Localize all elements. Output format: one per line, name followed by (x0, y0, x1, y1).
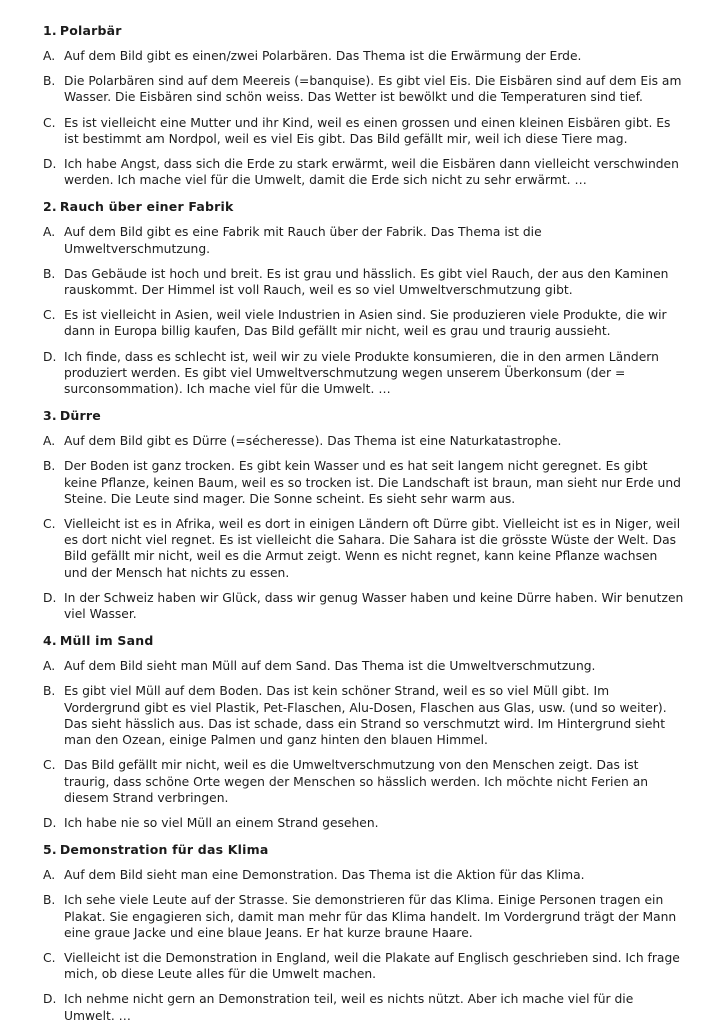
item-text: Ich habe nie so viel Müll an einem Strand gesehen. (64, 815, 379, 830)
item-letter: C. (43, 308, 56, 323)
item-text: Der Boden ist ganz trocken. Es gibt kein Wasser und es hat seit langem nicht geregnet. Es gibt keine Pflanze, keinen Baum, weil es so trocken ist. Die Landschaft ist braun, man sieht nur Erde und Steine. Die Leute sind mager. Die Sonne scheint. Es sieht sehr warm aus. (64, 459, 681, 506)
section-number: 3. (43, 408, 57, 424)
list-item (43, 433, 684, 449)
list-item (43, 73, 684, 105)
section-number: 4. (43, 633, 57, 649)
item-text: Ich nehme nicht gern an Demonstration teil, weil es nichts nützt. Aber ich mache viel für die Umwelt. … (64, 992, 634, 1022)
section-title: Demonstration für das Klima (59, 842, 269, 858)
item-text: Die Polarbären sind auf dem Meereis (=banquise). Es gibt viel Eis. Die Eisbären sind auf dem Eis am Wasser. Die Eisbären sind schön weiss. Das Wetter ist bewölkt und die Temperaturen sind tief. (64, 74, 682, 105)
list-item (43, 48, 684, 64)
list-item (43, 991, 684, 1022)
section-title: Polarbär (59, 23, 122, 38)
list-item (43, 115, 684, 147)
list-item (43, 516, 684, 581)
section-heading (43, 842, 684, 858)
item-text: In der Schweiz haben wir Glück, dass wir genug Wasser haben und keine Dürre haben. Wir benutzen viel Wasser. (64, 590, 684, 622)
item-text: Es ist vielleicht eine Mutter und ihr Kind, weil es einen grossen und einen kleinen Eisbären gibt. Es ist bestimmt am Nordpol, weil es viel Eis gibt. Das Bild gefällt mir, weil ich diese Tiere mag. (64, 115, 671, 146)
item-text: Auf dem Bild gibt es einen/zwei Polarbären. Das Thema ist die Erwärmung der Erde. (64, 49, 582, 63)
item-letter: A. (43, 49, 56, 63)
list-item (43, 307, 684, 339)
section-title: Rauch über einer Fabrik (59, 199, 234, 215)
item-letter: B. (43, 893, 56, 908)
item-text: Es gibt viel Müll auf dem Boden. Das ist kein schöner Strand, weil es so viel Müll gibt. Im Vordergrund gibt es viel Plastik, Pet-Flaschen, Alu-Dosen, Flaschen aus Glas, usw. (und so weiter). Das sieht hässlich aus. Das ist schade, dass ein Strand so verschmutzt wird. Im Hintergrund sieht man den Ozean, einige Palmen und ganz hinten den blauen Himmel. (64, 684, 667, 748)
section-polarbaer (43, 23, 684, 188)
item-letter: A. (43, 868, 56, 883)
item-text: Ich finde, dass es schlecht ist, weil wir zu viele Produkte konsumieren, die in den armen Ländern produziert werden. Es gibt viel Umweltverschmutzung wegen unserem Überkonsum (der = surconsommation). Ich mache viel für die Umwelt. … (64, 349, 659, 397)
list-item (43, 224, 684, 256)
section-heading (43, 23, 684, 39)
item-letter: C. (43, 758, 56, 773)
item-letter: C. (43, 115, 56, 130)
list-item (43, 349, 684, 398)
list-item (43, 815, 684, 831)
list-item (43, 266, 684, 298)
item-text: Auf dem Bild gibt es eine Fabrik mit Rauch über der Fabrik. Das Thema ist die Umweltverschmutzung. (64, 225, 542, 256)
list-item (43, 458, 684, 507)
section-number: 2. (43, 199, 57, 215)
item-letter: A. (43, 225, 56, 240)
list-item (43, 867, 684, 883)
list-item (43, 156, 684, 188)
item-letter: D. (43, 349, 57, 364)
item-letter: A. (43, 659, 56, 674)
section-heading (43, 633, 684, 649)
item-text: Es ist vielleicht in Asien, weil viele Industrien in Asien sind. Sie produzieren viele Produkte, die wir dann in Europa billig kaufen, Das Bild gefällt mir nicht, weil es grau und traurig aussieht. (64, 308, 667, 339)
section-title: Müll im Sand (59, 633, 154, 649)
item-letter: A. (43, 434, 56, 449)
item-text: Das Bild gefällt mir nicht, weil es die Umweltverschmutzung von den Menschen zeigt. Das ist traurig, dass schöne Orte wegen der Menschen so hässlich werden. Ich möchte nicht Ferien an diesem Strand verbringen. (64, 758, 649, 805)
item-text: Ich sehe viele Leute auf der Strasse. Sie demonstrieren für das Klima. Einige Personen tragen ein Plakat. Sie engagieren sich, damit man mehr für das Klima handelt. Im Vordergrund trägt der Mann eine graue Jacke und eine blaue Jeans. Er hat kurze braune Haare. (64, 893, 677, 940)
section-heading (43, 199, 684, 215)
section-rauch-fabrik (43, 199, 684, 397)
item-letter: B. (43, 74, 56, 89)
item-text: Vielleicht ist die Demonstration in England, weil die Plakate auf Englisch geschrieben sind. Ich frage mich, ob diese Leute alles für die Umwelt machen. (64, 950, 680, 982)
list-item (43, 590, 684, 622)
section-number: 5. (43, 842, 57, 858)
section-heading (43, 408, 684, 424)
item-text: Auf dem Bild gibt es Dürre (=sécheresse). Das Thema ist eine Naturkatastrophe. (64, 434, 562, 449)
item-letter: C. (43, 950, 56, 965)
item-letter: B. (43, 266, 56, 281)
item-text: Auf dem Bild sieht man eine Demonstration. Das Thema ist die Aktion für das Klima. (64, 868, 585, 883)
section-muell-im-sand (43, 633, 684, 831)
list-item (43, 683, 684, 748)
item-letter: B. (43, 684, 56, 699)
item-text: Das Gebäude ist hoch und breit. Es ist grau und hässlich. Es gibt viel Rauch, der aus den Kaminen rauskommt. Der Himmel ist voll Rauch, weil es so viel Umweltverschmutzung gibt. (64, 266, 669, 298)
section-demonstration-klima (43, 842, 684, 1022)
section-number: 1. (43, 23, 57, 38)
list-item (43, 658, 684, 674)
item-letter: D. (43, 157, 57, 172)
item-text: Auf dem Bild sieht man Müll auf dem Sand. Das Thema ist die Umweltverschmutzung. (64, 659, 596, 674)
item-text: Ich habe Angst, dass sich die Erde zu stark erwärmt, weil die Eisbären dann vielleicht verschwinden werden. Ich mache viel für die Umwelt, damit die Erde sich nicht zu sehr erwärmt. … (64, 157, 679, 188)
list-item (43, 757, 684, 806)
section-title: Dürre (59, 408, 101, 424)
section-duerre (43, 408, 684, 622)
item-text: Vielleicht ist es in Afrika, weil es dort in einigen Ländern oft Dürre gibt. Vielleicht ist es in Niger, weil es dort nicht viel regnet. Es ist vielleicht die Sahara. Die Sahara ist die grösste Wüste der Welt. Das Bild gefällt mir nicht, weil es die Armut zeigt. Wenn es nicht regnet, kann keine Pflanze wachsen und der Mensch hat nichts zu essen. (64, 517, 681, 580)
item-letter: D. (43, 815, 57, 830)
item-letter: B. (43, 459, 56, 474)
item-letter: D. (43, 590, 57, 605)
list-item (43, 950, 684, 982)
list-item (43, 892, 684, 941)
item-letter: D. (43, 992, 57, 1007)
item-letter: C. (43, 517, 56, 532)
